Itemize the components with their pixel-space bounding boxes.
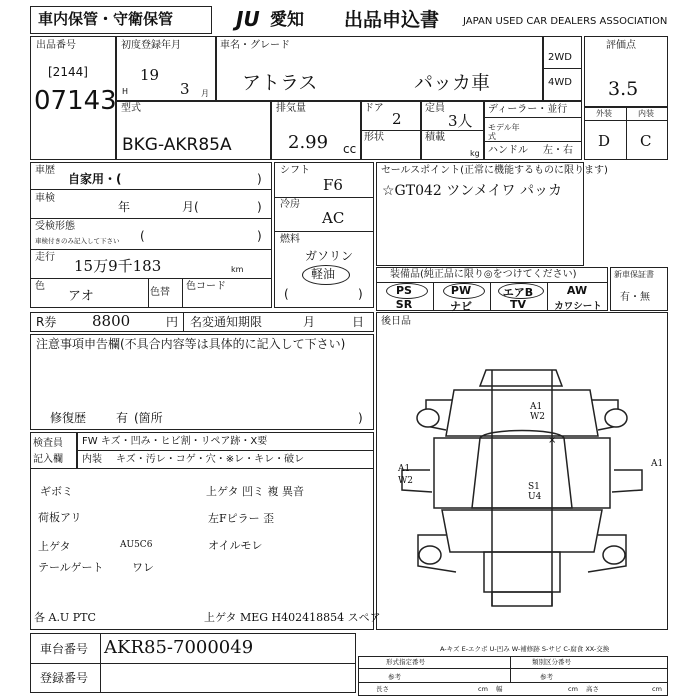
grade-score: 3.5 (608, 78, 639, 100)
mileage-unit: km (231, 265, 244, 274)
notes-label: 注意事項申告欄(不具合内容等は具体的に記入して下さい) (36, 337, 346, 351)
accept-open: ( (140, 229, 145, 243)
color-code-label: 色コード (186, 281, 226, 292)
shift-value: F6 (323, 176, 343, 194)
note-l4: テールゲート (38, 561, 104, 574)
equip-aw: AW (566, 284, 588, 297)
cooling-label: 冷房 (280, 199, 300, 210)
reg-label: 登録番号 (40, 671, 89, 685)
accept-close: ) (257, 229, 262, 243)
accept-label: 受検形態 (35, 221, 75, 232)
exterior-label: 外装 (596, 109, 612, 118)
model-value: BKG-AKR85A (122, 135, 232, 155)
inspection-month: 月( (182, 200, 199, 214)
lot-number: 07143 (34, 86, 117, 116)
inspector-row1: FW キズ・凹み・ヒビ割・リペア跡・X要 (82, 436, 268, 447)
body-form-label: 形状 (364, 132, 384, 143)
capacity-value: 3人 (448, 112, 473, 130)
handle-options: 左・右 (543, 145, 573, 156)
repair-close: ) (358, 411, 363, 425)
first-reg-era: H (122, 87, 129, 96)
tax-month: 月 (303, 315, 316, 329)
form-title: 出品申込書 (344, 9, 440, 31)
warranty-label: 新車保証書 (614, 270, 654, 279)
org-name: 愛知 (270, 10, 304, 30)
car-grade: パッカ車 (414, 72, 491, 94)
equip-pw: PW (450, 284, 472, 297)
height-unit: cm (652, 685, 662, 693)
equip-leather: カワシート (554, 301, 602, 312)
mileage-label: 走行 (35, 252, 55, 263)
selling-points-value: ☆GT042 ツンメイワ パッカ (382, 183, 562, 199)
capacity-label: 定員 (425, 103, 445, 114)
load-unit: kg (470, 149, 480, 158)
equip-ps: PS (396, 284, 412, 297)
ju-logo: JU (236, 7, 260, 31)
note-r1: 上ゲタ 凹ミ 複 異音 (206, 485, 304, 498)
fuel-label: 燃料 (280, 234, 300, 245)
shift-label: シフト (280, 165, 310, 176)
damage-legend: A-キズ E-エクボ U-凹み W-補修跡 S-サビ C-腐食 XX-交換 (440, 645, 610, 653)
equip-airbag: エアB (502, 286, 534, 299)
history-close: ) (257, 172, 262, 186)
displacement-value: 2.99 (288, 132, 329, 153)
equip-sr: SR (395, 298, 413, 311)
length-label: 長さ (376, 685, 389, 693)
recycle-value: 8800 (92, 312, 131, 330)
inspection-close: ) (257, 200, 262, 214)
fuel-gasoline: ガソリン (305, 249, 354, 263)
note-l3: 上ゲタ (38, 540, 71, 553)
doors-label: ドア (364, 103, 384, 114)
model-label: 型式 (121, 103, 141, 114)
note-l4b: ワレ (132, 561, 154, 574)
width-unit: cm (568, 685, 578, 693)
inspector-row2-label: 内装 (82, 454, 102, 465)
note-r3: オイルモレ (208, 539, 263, 552)
color-value: アオ (68, 289, 94, 304)
first-reg-month: 3 (180, 80, 190, 98)
doors-value: 2 (392, 110, 402, 128)
equipment-label: 装備品(純正品に限り◎をつけてください) (390, 269, 577, 280)
chassis-label: 車台番号 (40, 642, 89, 656)
rear-items-label: 後日品 (381, 316, 411, 327)
form-ref-label: 参考 (388, 673, 401, 681)
displacement-label: 排気量 (276, 103, 306, 114)
lot-label: 出品番号 (36, 40, 76, 51)
model-year-label: モデル年式 (488, 123, 520, 141)
inspection-year: 年 (118, 200, 131, 214)
note-l1: ギボミ (40, 485, 73, 498)
interior-value: C (640, 132, 652, 150)
fuel-close: ) (358, 287, 363, 301)
first-reg-month-unit: 月 (201, 89, 209, 98)
keep-label: 車内保管・守衛保管 (38, 10, 174, 28)
grade-label: 評価点 (606, 40, 636, 51)
accept-note: 車検付きのみ記入して下さい (35, 237, 120, 245)
inspection-label: 車検 (35, 193, 55, 204)
lot-sub-number: [2144] (48, 65, 88, 79)
history-label: 車歴 (35, 165, 55, 176)
diagram-mark-center: S1 U4 (528, 482, 542, 502)
cooling-value: AC (322, 209, 345, 227)
drive-2wd: 2WD (548, 52, 572, 63)
tax-label: 名変通知期限 (190, 315, 263, 329)
displacement-unit: cc (343, 142, 357, 156)
equip-navi: ナビ (450, 300, 472, 313)
recycle-label: R券 (36, 315, 57, 329)
drive-4wd: 4WD (548, 77, 572, 88)
note-l2: 荷板アリ (38, 511, 82, 524)
height-label: 高さ (586, 685, 599, 693)
diagram-mark-right: A1 (651, 459, 664, 469)
width-label: 幅 (496, 685, 503, 693)
color-change-label: 色替 (150, 287, 170, 298)
selling-points-label: セールスポイント(正常に機能するものに限ります) (381, 165, 608, 176)
selling-points-section (376, 162, 584, 266)
repair-label: 修復歴 (50, 411, 87, 425)
diagram-mark-top: A1 W2 (530, 402, 545, 422)
diagram-mark-left: A1 W2 (398, 464, 413, 486)
equip-tv: TV (509, 298, 527, 311)
inspector-row2: キズ・汚レ・コゲ・穴・※レ・キレ・破レ (116, 454, 305, 465)
car-name: アトラス (242, 72, 318, 94)
inspector-label: 検査員記入欄 (33, 438, 63, 465)
tax-day: 日 (352, 315, 365, 329)
dealer-label: ディーラー・並行 (488, 104, 568, 115)
diagram-mark-x: × (548, 435, 557, 446)
history-value: 自家用・( (68, 172, 122, 186)
note-l3b: AU5C6 (120, 540, 153, 550)
exterior-value: D (598, 132, 611, 150)
first-reg-label: 初度登録年月 (121, 40, 181, 51)
interior-label: 内装 (638, 109, 654, 118)
form-no-label: 形式指定番号 (386, 658, 425, 666)
recycle-unit: 円 (166, 315, 179, 329)
mileage-value: 15万9千183 (74, 257, 162, 275)
repair-value: 有 (116, 411, 129, 425)
org-english: JAPAN USED CAR DEALERS ASSOCIATION (463, 16, 668, 27)
class-ref-label: 参考 (540, 673, 553, 681)
note-r2: 左Fピラー 歪 (208, 512, 275, 525)
fuel-open: ( (284, 287, 289, 301)
handle-label: ハンドル (488, 145, 528, 156)
load-label: 積載 (425, 132, 445, 143)
repair-place: (箇所 (134, 411, 163, 425)
fuel-diesel: 軽油 (311, 267, 336, 281)
chassis-value: AKR85-7000049 (104, 637, 254, 658)
class-no-label: 類別区分番号 (532, 658, 571, 666)
note-bottom-right: 上ゲタ MEG H402418854 スペア (204, 611, 381, 624)
first-reg-year: 19 (140, 66, 160, 84)
color-label: 色 (35, 281, 45, 292)
note-bottom-left: 各 A.U PTC (34, 611, 96, 624)
warranty-options: 有・無 (620, 292, 650, 303)
car-name-label: 車名・グレード (220, 40, 290, 51)
length-unit: cm (478, 685, 488, 693)
